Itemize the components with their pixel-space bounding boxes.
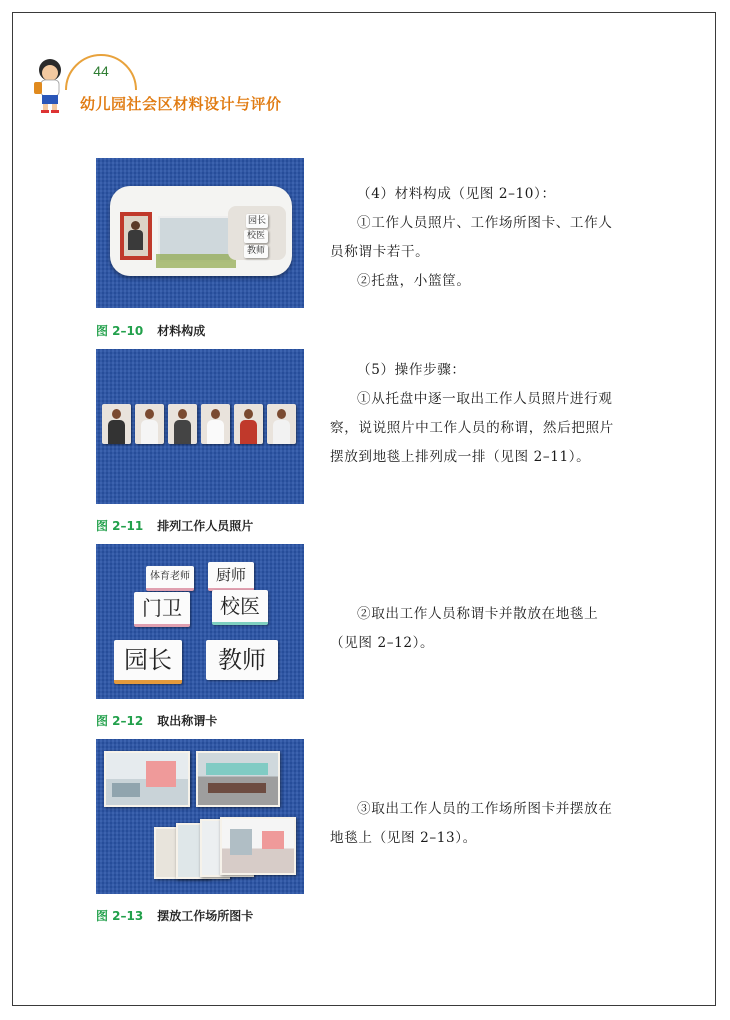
- figure-2-11-caption: 图 2–11 排列工作人员照片: [96, 519, 254, 533]
- steps-heading: （5）操作步骤：: [357, 362, 466, 378]
- workplace-card: [220, 817, 296, 875]
- figure-2-13-caption: 图 2–13 摆放工作场所图卡: [96, 909, 254, 923]
- step-1: ①从托盘中逐一取出工作人员照片进行观察，说说照片中工作人员的称谓，然后把照片摆放到地毯上排列成一排（见图 2–11）。: [330, 391, 614, 465]
- staff-photo: [234, 404, 263, 444]
- page-number: 44: [93, 63, 109, 79]
- card-menwei: 门卫: [134, 592, 190, 627]
- staff-photo: [135, 404, 164, 444]
- step-2: ②取出工作人员称谓卡并散放在地毯上（见图 2–12）。: [330, 606, 599, 651]
- figure-2-10-photo: [96, 158, 304, 308]
- figure-2-11-photo: [96, 349, 304, 504]
- photo-stack: [120, 212, 152, 260]
- materials-heading: （4）材料构成（见图 2–10）：: [357, 186, 556, 202]
- card-yuanzhang: 园长: [114, 640, 182, 684]
- staff-photo: [102, 404, 131, 444]
- card-jiaoshi: 教师: [206, 640, 278, 680]
- figure-2-10-caption: 图 2–10 材料构成: [96, 324, 206, 338]
- workplace-card: [196, 751, 280, 807]
- materials-item-2: ②托盘，小篮筐。: [357, 273, 471, 289]
- card-tiyulaoshi: 体育老师: [146, 566, 194, 591]
- card-jiaoshi: 教师: [244, 245, 268, 258]
- figure-2-12-photo: [96, 544, 304, 699]
- staff-photo: [201, 404, 230, 444]
- staff-photo: [267, 404, 296, 444]
- staff-photo: [168, 404, 197, 444]
- figure-2-13-photo: [96, 739, 304, 894]
- materials-item-1: ①工作人员照片、工作场所图卡、工作人员称谓卡若干。: [330, 215, 613, 260]
- card-yuanzhang: 园长: [247, 216, 266, 226]
- card-xiaoyi: 校医: [244, 230, 268, 243]
- workplace-card: [104, 751, 190, 807]
- basket: [156, 254, 236, 268]
- figure-2-12-caption: 图 2–12 取出称谓卡: [96, 714, 218, 728]
- book-title: 幼儿园社会区材料设计与评价: [80, 95, 282, 113]
- card-xiaoyi: 校医: [212, 590, 268, 625]
- card-chushi: 厨师: [208, 562, 254, 591]
- step-3: ③取出工作人员的工作场所图卡并摆放在地毯上（见图 2–13）。: [330, 801, 613, 846]
